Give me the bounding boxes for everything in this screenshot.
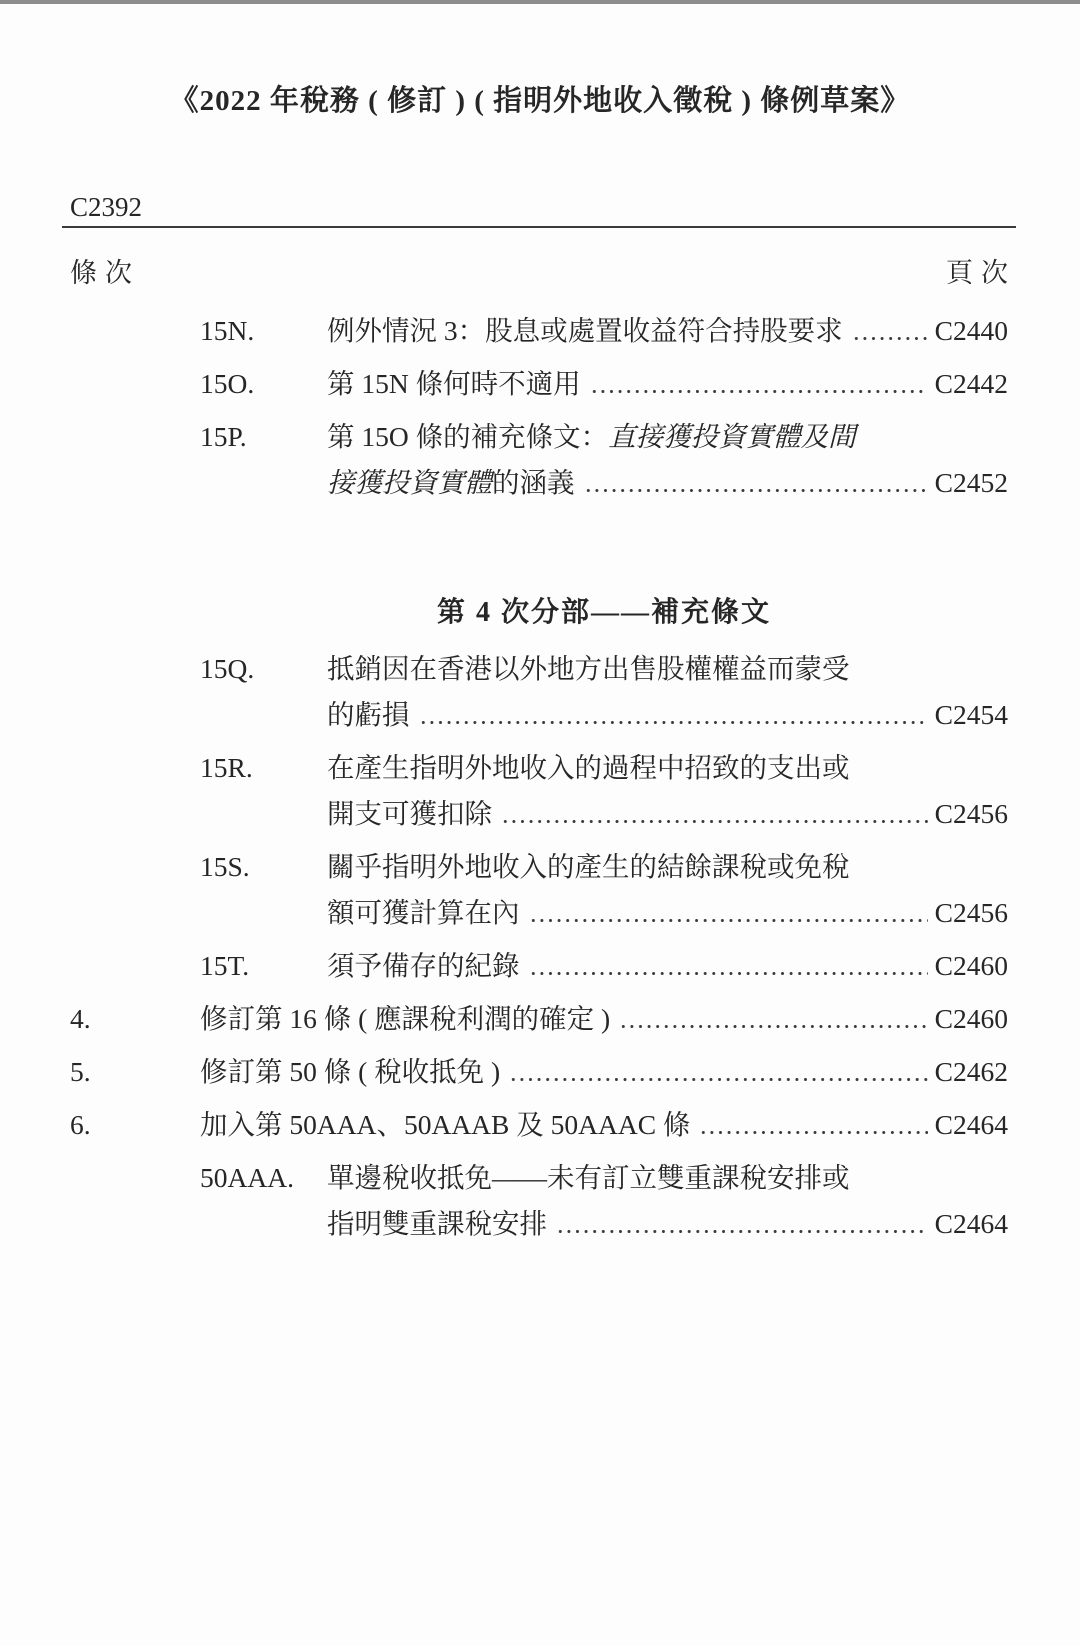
toc-entry-50aaa: [0, 1155, 1080, 1247]
entry-number: 15P.: [200, 421, 247, 452]
entry-text-italic: 接獲投資實體: [327, 467, 492, 498]
header-rule: [62, 226, 1016, 228]
toc-entry-5: [0, 1049, 1080, 1095]
entry-text: 第 15O 條的補充條文：: [327, 421, 609, 452]
page-ref: C2442: [934, 368, 1008, 399]
dot-leader: [419, 721, 928, 724]
entry-text: 須予備存的紀錄: [327, 950, 520, 981]
page-ref: C2440: [934, 315, 1008, 346]
dot-leader: [529, 919, 928, 922]
entry-number: 50AAA.: [200, 1162, 294, 1193]
entry-text: 的虧損: [327, 699, 410, 730]
entry-number: 5.: [70, 1056, 91, 1087]
column-header-clause: 條次: [70, 258, 140, 288]
column-headers: [0, 254, 1080, 292]
dot-leader: [556, 1230, 928, 1233]
page-ref: C2464: [934, 1109, 1008, 1140]
entry-text: 修訂第 16 條 ( 應課稅利潤的確定 ): [200, 1003, 611, 1034]
toc-entry-15s: [0, 844, 1080, 936]
dot-leader: [699, 1131, 927, 1134]
column-header-page: 頁次: [946, 258, 1016, 288]
entry-title: [200, 996, 610, 1042]
table-of-contents: [0, 308, 1080, 1247]
entry-text: 單邊稅收抵免——未有訂立雙重課稅安排或: [327, 1162, 850, 1193]
dot-leader: [852, 337, 928, 340]
entry-text: 例外情況 3：股息或處置收益符合持股要求: [327, 315, 843, 346]
dot-leader: [509, 1078, 927, 1081]
page-ref: C2452: [934, 467, 1008, 498]
page-ref: C2460: [934, 1003, 1008, 1034]
scan-edge-bar: [0, 0, 1080, 4]
entry-title: [327, 361, 581, 407]
entry-number: 4.: [70, 1003, 91, 1034]
entry-text: 的涵義: [492, 467, 575, 498]
entry-text: 關乎指明外地收入的產生的結餘課稅或免稅: [327, 851, 850, 882]
dot-leader: [619, 1025, 927, 1028]
toc-entry-15q: [0, 646, 1080, 738]
entry-title: [327, 943, 520, 989]
entry-title: [200, 1049, 500, 1095]
entry-title: [327, 460, 575, 506]
entry-number: 15T.: [200, 950, 250, 981]
entry-number: 15R.: [200, 752, 253, 783]
entry-title: [327, 791, 492, 837]
entry-title: [327, 890, 520, 936]
dot-leader: [590, 390, 928, 393]
entry-text: 加入第 50AAA、50AAAB 及 50AAAC 條: [200, 1109, 691, 1140]
document-title: 《2022 年稅務 ( 修訂 ) ( 指明外地收入徵稅 ) 條例草案》: [169, 85, 911, 117]
page-ref: C2456: [934, 798, 1008, 829]
page-number-corner: C2392: [70, 192, 143, 222]
page-ref: C2462: [934, 1056, 1008, 1087]
toc-entry-15p: [0, 414, 1080, 506]
entry-text: 指明雙重課稅安排: [327, 1208, 547, 1239]
dot-leader: [529, 972, 928, 975]
dot-leader: [584, 489, 928, 492]
toc-entry-15n: [0, 308, 1080, 354]
entry-number: 6.: [70, 1109, 91, 1140]
entry-text: 在產生指明外地收入的過程中招致的支出或: [327, 752, 850, 783]
page-ref: C2454: [934, 699, 1008, 730]
page-ref: C2464: [934, 1208, 1008, 1239]
page-ref: C2456: [934, 897, 1008, 928]
entry-text: 抵銷因在香港以外地方出售股權權益而蒙受: [327, 653, 850, 684]
entry-number: 15S.: [200, 851, 250, 882]
toc-entry-4: [0, 996, 1080, 1042]
entry-text: 修訂第 50 條 ( 稅收抵免 ): [200, 1056, 501, 1087]
entry-text: 第 15N 條何時不適用: [327, 368, 581, 399]
entry-text-italic: 直接獲投資實體及間: [608, 421, 856, 452]
entry-title: [327, 692, 410, 738]
toc-entry-6: [0, 1102, 1080, 1148]
entry-title: [200, 1102, 690, 1148]
entry-title: [327, 308, 843, 354]
toc-entry-15o: [0, 361, 1080, 407]
page-ref: C2460: [934, 950, 1008, 981]
dot-leader: [501, 820, 928, 823]
entry-number: 15Q.: [200, 653, 255, 684]
entry-text: 額可獲計算在內: [327, 897, 520, 928]
section-heading: 第 4 次分部——補充條文: [436, 597, 771, 628]
entry-text: 開支可獲扣除: [327, 798, 492, 829]
entry-number: 15O.: [200, 368, 255, 399]
toc-entry-15t: [0, 943, 1080, 989]
entry-title: [327, 1201, 547, 1247]
entry-number: 15N.: [200, 315, 255, 346]
toc-entry-15r: [0, 745, 1080, 837]
